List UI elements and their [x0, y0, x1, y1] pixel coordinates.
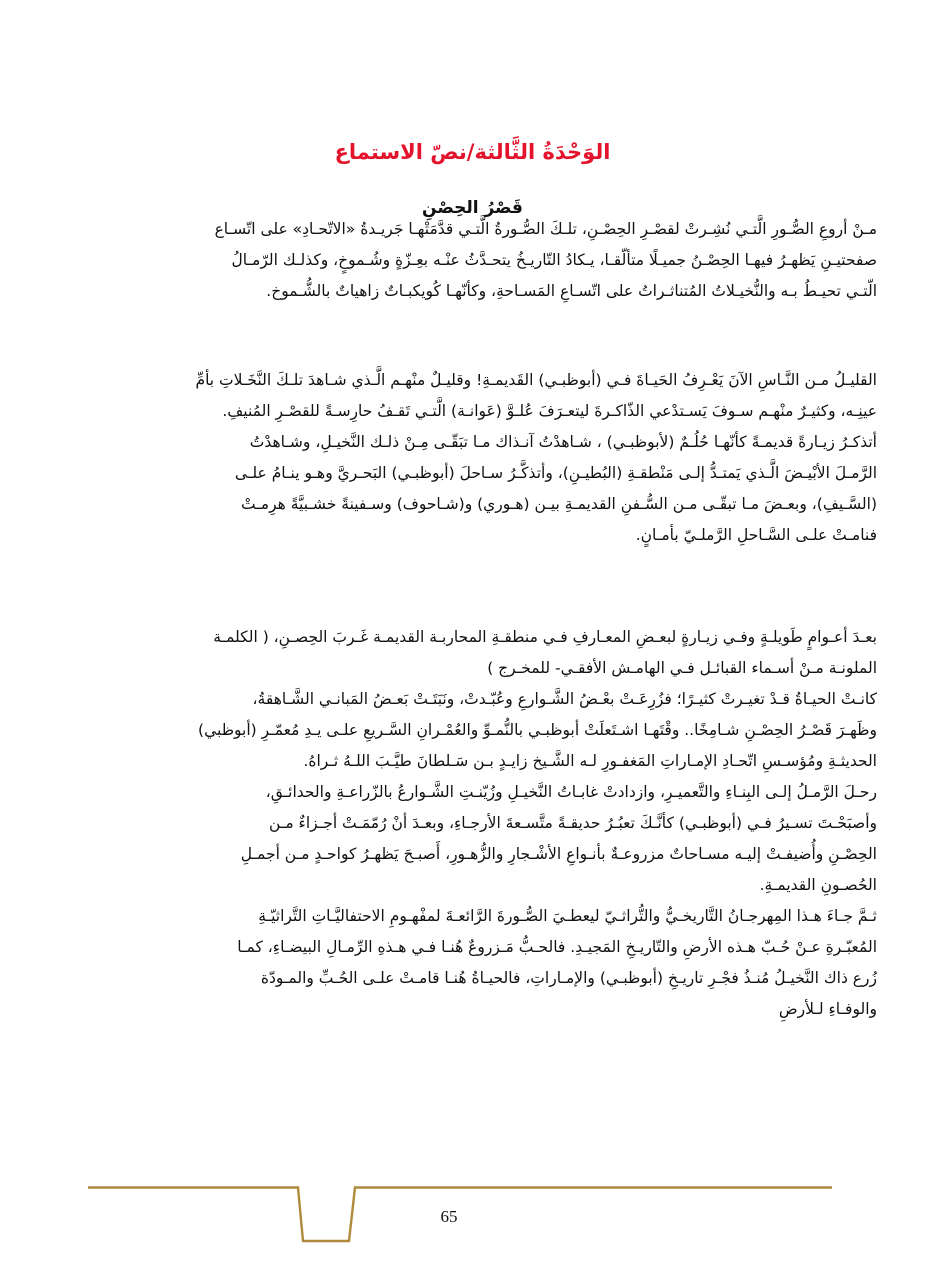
text-line: ثـمَّ جـاءَ هـذا المِهرجـانُ التَّاريخـيُّ والتُّراثـيّ ليعطـيَ الصُّـورةَ الرَّائعـةَ لمفْهـومِ الاحتفاليَّـاتِ التَّراثيّـةِ [258, 907, 877, 925]
text-line: رحـلَ الرَّمـلُ إلـى البِنـاءِ والتَّعميـرِ، وازدادتْ غابـاتُ النَّخيـلِ وزُيّنـتِ الشَّـوارعُ بالزّراعـةِ والحدائـقِ، [265, 783, 877, 801]
text-line: الحديثـةِ ومُؤسـسِ اتّحـادِ الإمـاراتِ المَغفـورِ لـه الشَّـيخ زايـدٍ بـن سَـلطانَ طيَّـبَ اللـهُ ثـراهُ. [303, 752, 877, 770]
text-line: (السَّـيفِ)، وبعـضَ مـا تبقّـى مـن السُّـفنِ القديمـةِ بيـن (هـوري) و(شـاحوف) وسـفينةً خشـبيَّةً هرِمـتْ [241, 495, 877, 513]
text-line: زُرع ذاك النَّخيـلُ مُنـذُ فجْـرِ تاريـخِ (أبوظبـي) والإمـاراتِ، فالحيـاةُ هُنـا قامـتْ علـى الحُـبِّ والمـودّة [260, 969, 877, 987]
text-line: أتذكـرُ زيـارةً قديمـةً كأنّهـا حُلُـمٌ (لأبوظبـي) ، شـاهدْتُ آنـذاك مـا تبَقّـى مِـنْ ذلـك النَّخيـلِ، وشـاهدْتُ [249, 433, 877, 451]
text-line: كانـتْ الحيـاةُ قـدْ تغيـرتْ كثيـرًا؛ فزُرِعَـتْ بعْـضُ الشَّـوارعِ وعُبّـدتْ، ونَبَتَـتْ بَعـضُ المَبانـي الشَّـاهقةُ، [252, 690, 877, 708]
text-line: مـنْ أروعِ الصُّـورِ الَّتـي نُشِـرتْ لقصْـرِ الحِصْـنِ، تلـكَ الصُّـورةُ الَّتـي قدَّمَتْهـا جَريـدةُ «الاتّحـادِ» على اتّسـاع [214, 220, 877, 238]
paragraph-2 [70, 365, 877, 551]
text-line: الرَّمـلَ الأبْيـضَ الَّـذي يَمتـدُّ إلـى مَنْطقـةِ (البُطيـنِ)، وأتذكَّـرُ سـاحلَ (أبوظبـي) البَحـريَّ وهـو ينـامُ علـى [234, 464, 877, 482]
text-line: عينِـه، وكثيـرٌ منْهـم سـوفَ يَسـتدْعي الذّاكـرةَ ليتعـرَفَ عُلـوَّ (عَوانـة) الَّتـي تَقـفُ حارِسـةً للقصْـرِ المُنيفِ. [222, 402, 877, 420]
text-line: الّتـي تحيـطُ بـه والنُّخيـلاتُ المُتناثـراتُ على اتّسـاعِ المَسـاحةِ، وكأنّهـا كُويكبـاتٌ زاهياتٌ بالشُّـموخ. [266, 282, 877, 300]
paragraph-3 [70, 622, 877, 1025]
text-line: وظَهـرَ قَصْـرُ الحِصْـنِ شـامِخًا.. وقْتَهـا اشـتَعلَتْ أبوظبـي بالنُّمـوِّ والعُمْـرانِ السَّـريعِ علـى يـدِ مُعمّـرِ (أبوظبي) [198, 721, 877, 739]
page-number: 65 [440, 1207, 458, 1226]
text-line: الحِصْـنِ وأُضيفـتْ إليـه مسـاحاتٌ مزروعـةٌ بأنـواعِ الأشْـجارِ والزُّهـورِ، أَصبـحَ يَظهـرُ كواحـدٍ مـن أجمـلِ [240, 845, 877, 863]
text-line: المُعبّـرةِ عـنْ حُـبّ هـذه الأرضِ والتّاريـخِ المَجيـدِ. فالحـبُّ مَـزروعٌ هُنـا فـي هـذهِ الرِّمـالِ البيضـاءِ، كمـا [237, 938, 877, 956]
unit-title: الوَحْدَةُ الثَّالثة/نصّ الاستماع [334, 140, 611, 165]
text-line: الحُصـونِ القديمـةِ. [759, 876, 877, 894]
text-line: الملونـة مـنْ أسـماء القبائـل فـي الهامـش الأفقـي- للمخـرج ) [487, 659, 877, 677]
text-line: فنامـتْ علـى السَّـاحلِ الرَّملـيّ بأمـانٍ. [635, 526, 877, 544]
text-line: بعـدَ أعـوامٍ طَويلـةٍ وفـي زيـارةٍ لبعـضِ المعـارفِ فـي منطقـةِ المحاربـة القديمـة غَـربَ الحِصـنِ، ( الكلمـة [213, 628, 877, 646]
paragraph-1 [70, 214, 877, 307]
text-line: والوفـاءِ لـلأرضِ [778, 1000, 877, 1018]
text-line: القليـلُ مـن النَّـاسِ الآنَ يَعْـرِفُ الحَيـاةَ فـي (أبوظبـي) القَديمـةِ! وقليـلٌ منْهـم الَّـذي شـاهدَ تلـكَ النَّخَـلاتِ بأمِّ [195, 371, 877, 389]
text-title: قَصْرُ الحِصْنِ [422, 198, 523, 219]
text-line: وأصبَحْـتَ تسـيرُ فـي (أبوظبـي) كأنَّـكَ تعبُـرُ حديقـةً متَّسـعةَ الأرجـاءِ، وبعـدَ أنْ رُمّمَـتْ أجـزاءٌ مـن [268, 814, 877, 832]
text-line: صفحتيـنِ يَظهـرُ فيهـا الحِصْـنُ جميـلًا متألّقـا، يـكادُ التّاريـخُ يتحـدَّثُ عنْـه بعِـزّةٍ وشُـموخٍ، وكذلـك الرّمـالُ [231, 251, 877, 269]
